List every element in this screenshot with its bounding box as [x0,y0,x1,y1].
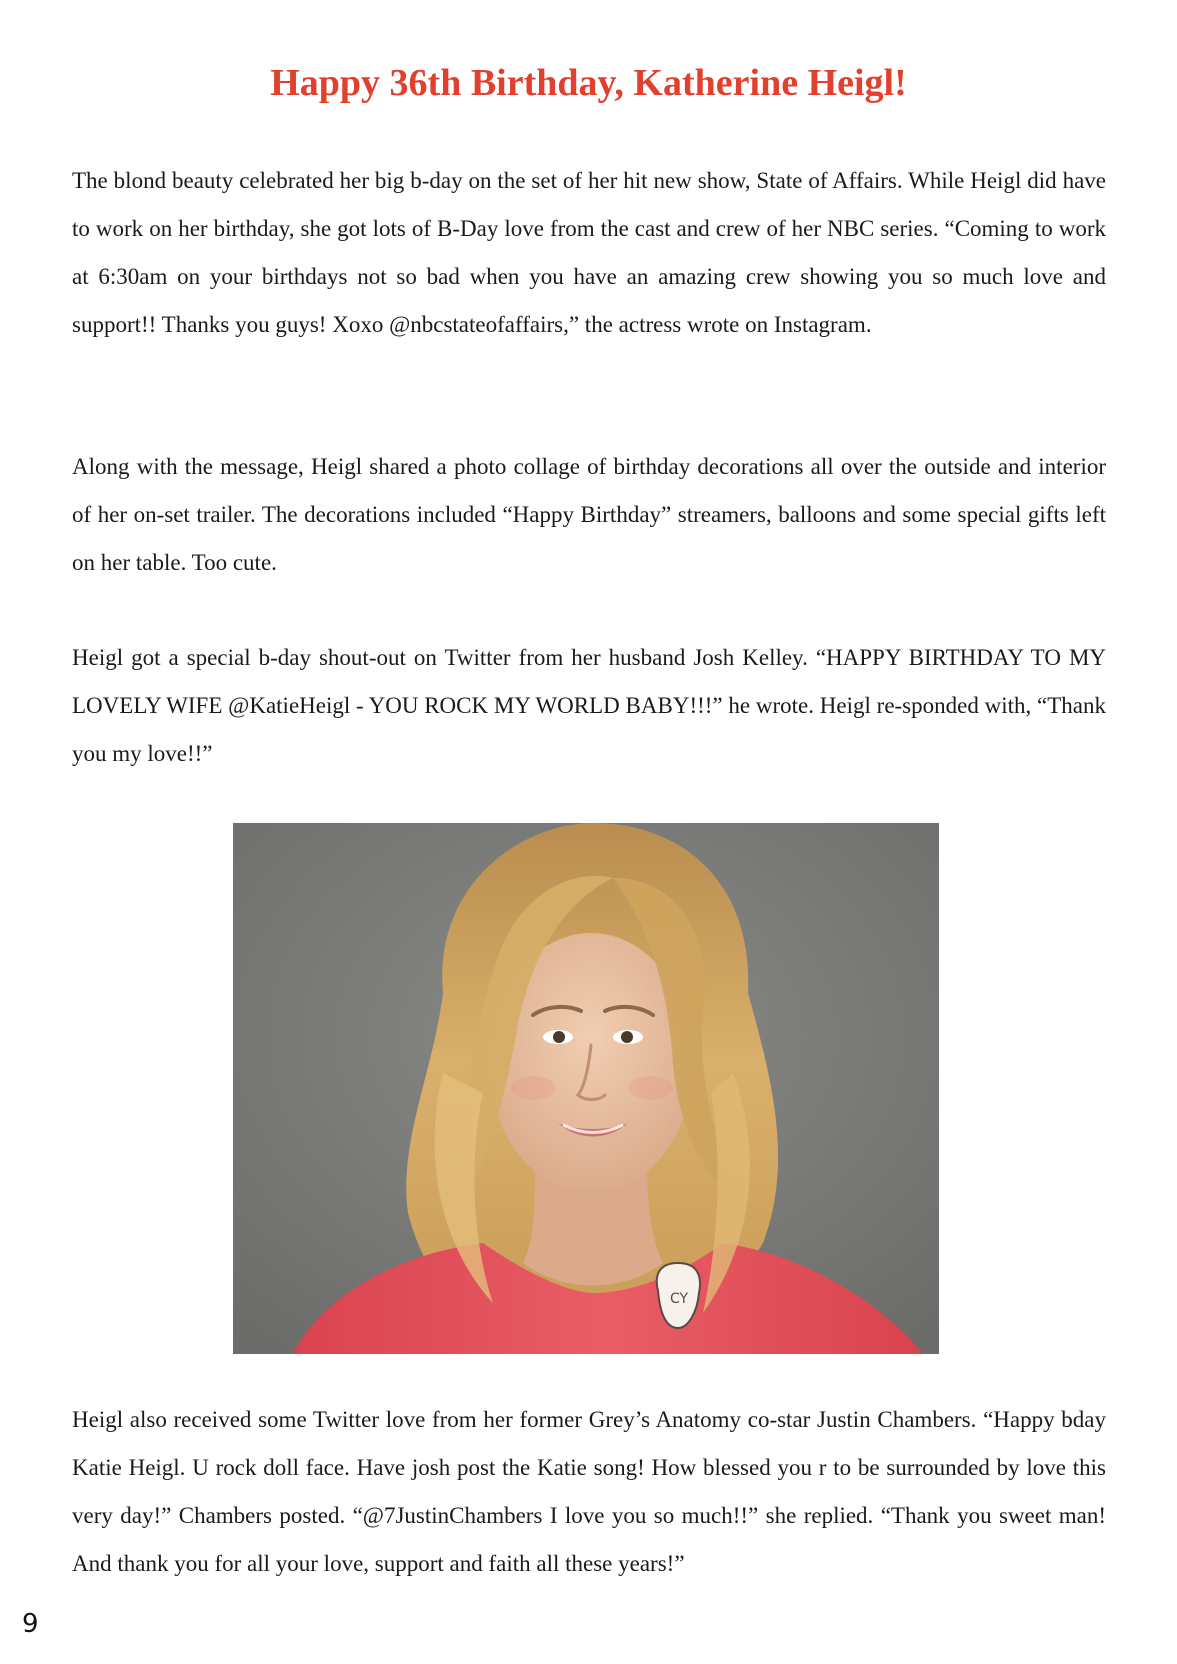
shirt-logo-text: CY [669,1291,689,1307]
article-paragraph-4: Heigl also received some Twitter love from her former Grey’s Anatomy co-star Justin Chambers. “Happy bday Katie Heigl. U rock doll face. Have josh post the Katie song! How blessed you r to be surrounded by love this very day!” Chambers posted. “@7JustinChambers I love you so much!!” she replied. “Thank you sweet man! And thank you for all your love, support and faith all these years!” [72,1407,1106,1576]
article-paragraph-3: Heigl got a special b-day shout-out on Twitter from her husband Josh Kelley. “HAPPY BIRTHDAY TO MY LOVELY WIFE @KatieHeigl - YOU ROCK MY WORLD BABY!!!” he wrote. Heigl re-sponded with, “Thank you my love!!” [72,645,1106,766]
article-title: Happy 36th Birthday, Katherine Heigl! [270,62,907,104]
page-number: 9 [22,1609,39,1639]
article-paragraph-2: Along with the message, Heigl shared a photo collage of birthday decorations all over the outside and interior of her on-set trailer. The decorations included “Happy Birthday” streamers, balloons and some special gifts left on her table. Too cute. [72,454,1106,575]
article-paragraph-1: The blond beauty celebrated her big b-day on the set of her hit new show, State of Affairs. While Heigl did have to work on her birthday, she got lots of B-Day love from the cast and crew of her NBC series. “Coming to work at 6:30am on your birthdays not so bad when you have an amazing crew showing you so much love and support!! Thanks you guys! Xoxo @nbcstateofaffairs,” the actress wrote on Instagram. [72,168,1106,337]
portrait-photo [233,823,939,1354]
portrait-illustration [233,823,939,1354]
